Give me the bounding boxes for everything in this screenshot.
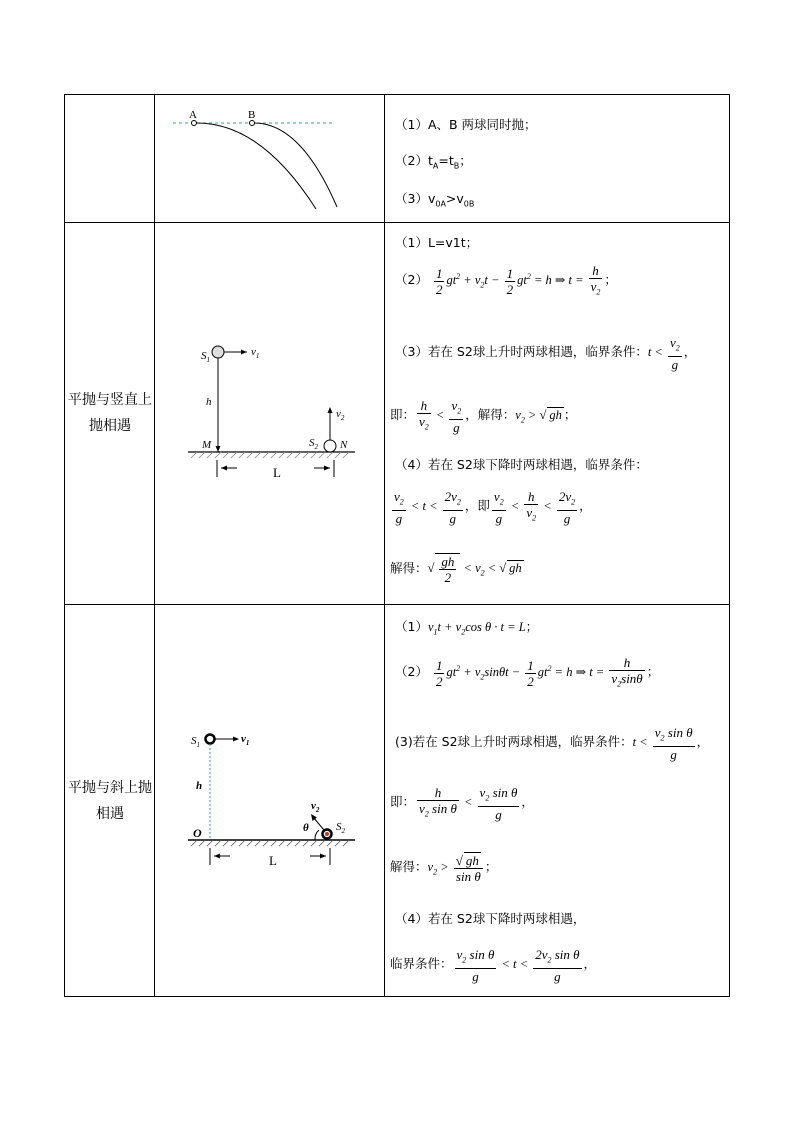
row3-cond-2: （2） $\frac{1}{2}$ $gt^2 + v_2\sin\theta t$ − $\frac{1}{2}$ $gt^2 = h$ ⇒ t = $\frac{h}{v_2\sin\theta}$ ；: [395, 655, 660, 689]
svg-text:N: N: [340, 439, 348, 451]
svg-text:h: h: [196, 780, 203, 792]
svg-text:L: L: [273, 465, 281, 480]
svg-text:v1: $v_1$: [241, 733, 250, 747]
row3-cond-1: $(1)v_1t + v_2\cos$ θ · t = L；: [395, 619, 539, 637]
column-divider: [154, 95, 155, 996]
row2-cond-5: （4）若在 S2球下降时两球相遇，临界条件：: [395, 457, 648, 472]
svg-text:h: h: [206, 396, 212, 408]
row-divider: [65, 222, 729, 223]
row1-item-3: $(3)v_{0A}>v_{0B}$: [395, 191, 475, 209]
row3-cond-3: (3)若在 S2球上升时两球相遇，临界条件：t < $\frac{v_2 \sin \theta}{g}$ ，: [395, 725, 710, 762]
row3-label: 平抛与斜上抛相遇: [68, 780, 152, 822]
row3-cond-4: 即： $\frac{h}{v_2 \sin \theta}$ < $\frac{v_2 \sin \theta}{g}$ ，: [390, 785, 534, 822]
row2-cond-3: （3）若在 S2球上升时两球相遇，临界条件：t < $\frac{v_2}{g}$ ，: [395, 335, 697, 372]
svg-text:v2: $v_2$: [311, 800, 320, 814]
comparison-table: [64, 94, 730, 997]
row1-item-1: （1）A、B 两球同时抛；: [395, 117, 537, 132]
row2-cond-6: $\frac{v_2}{g}$ < t < $\frac{2v_2}{g}$ ，即 $\frac{v_2}{g}$ < $\frac{h}{v_2}$ < $\frac{2v_2}{g}$ ，: [394, 489, 592, 526]
svg-text:S1: $S_1$: [191, 735, 200, 749]
row2-cond-7: 解得：√ $\frac{gh}{2}$ < $v_2$ < √ gh: [390, 554, 522, 585]
svg-text:S2: $S_2$: [309, 437, 318, 451]
svg-text:S2: $S_2$: [336, 821, 345, 835]
row2-cond-2: （2） $\frac{1}{2}$ $gt^2 + v_2t$ − $\frac{1}{2}$ $gt^2 = h$ ⇒ t = $\frac{h}{v_2}$ ；: [395, 263, 617, 297]
svg-text:L: L: [269, 853, 277, 868]
svg-text:θ: θ: [303, 822, 309, 834]
column-divider: [384, 95, 385, 996]
svg-text:v2: $v_2$: [336, 408, 345, 422]
svg-text:v1: $v_1$: [251, 346, 260, 360]
point-b-label: B: [248, 109, 256, 121]
row1-item-2: $(2)t_A=t_B$；: [395, 153, 472, 171]
oblique-throw-figure: [183, 727, 363, 877]
row3-cond-7: 临界条件： $\frac{v_2 \sin \theta}{g}$ < t < $\frac{2v_2 \sin \theta}{g}$ ，: [390, 947, 597, 984]
svg-text:S1: $S_1$: [201, 350, 210, 364]
two-projectiles-figure: [165, 103, 355, 215]
row2-cond-4: 即： $\frac{h}{v_2}$ < $\frac{v_2}{g}$ ，解得：$v_2$ > √ gh ；: [390, 398, 577, 435]
svg-text:M: M: [202, 439, 212, 451]
vertical-throw-figure: [183, 337, 363, 487]
row2-label: 平抛与竖直上抛相遇: [68, 392, 152, 434]
row3-cond-5: 解得：$v_2$ > $\frac{√ gh}{\text{sin θ}}$ ；: [390, 853, 498, 884]
row2-cond-1: （1）L=v1t；: [395, 235, 479, 250]
row3-cond-6: （4）若在 S2球下降时两球相遇，: [395, 911, 586, 926]
svg-text:O: O: [193, 826, 202, 840]
row-divider: [65, 604, 729, 605]
point-a-label: A: [189, 109, 197, 121]
